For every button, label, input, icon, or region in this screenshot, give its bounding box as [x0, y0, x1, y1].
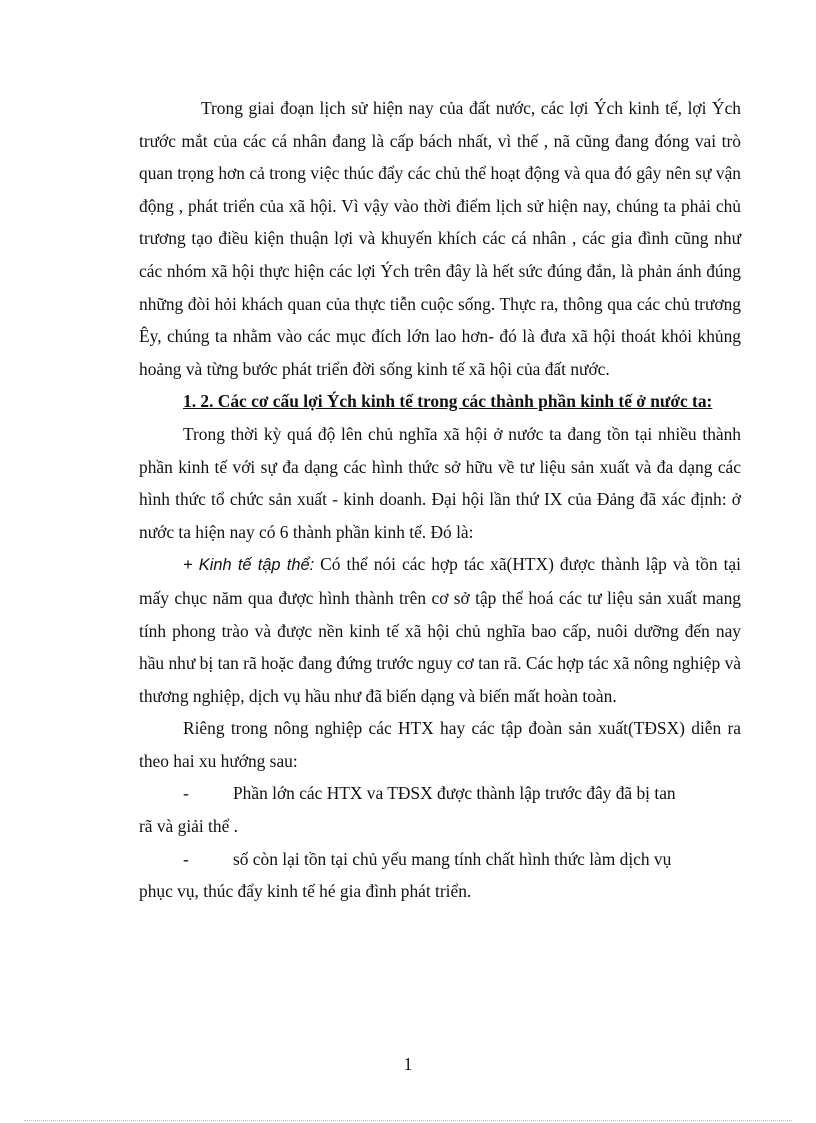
paragraph-agriculture: Riêng trong nông nghiệp các HTX hay các tập đoàn sản xuất(TĐSX) diễn ra theo hai xu hướng sau: [139, 718, 741, 771]
paragraph-intro: Trong giai đoạn lịch sử hiện nay của đất nước, các lợi Ých kinh tế, lợi Ých trước mắt của các cá nhân đang là cấp bách nhất, vì thế , nã cũng đang đóng vai trò quan trọng hơn cả trong việc thúc đẩy các chủ thể hoạt động và qua đó gây nên sự vận động , phát triển của xã hội. Vì vậy vào thời điểm lịch sử hiện nay, chúng ta phải chủ trương tạo điều kiện thuận lợi và khuyến khích các cá nhân , các gia đình cũng như các nhóm xã hội thực hiện các lợi Ých trên đây là hết sức đúng đắn, là phản ánh đúng những đòi hỏi khách quan của thực tiễn cuộc sống. Thực ra, thông qua các chủ trương Êy, chúng ta nhằm vào các mục đích lớn lao hơn- đó là đưa xã hội thoát khỏi khủng hoảng và từng bước phát triển đời sống kinh tế xã hội của đất nước. [139, 98, 741, 379]
bullet-dash: - [183, 848, 189, 869]
paragraph-economic-sectors: Trong thời kỳ quá độ lên chủ nghĩa xã hội ở nước ta đang tồn tại nhiều thành phần kinh tế với sự đa dạng các hình thức sở hữu về tư liệu sản xuất và đa dạng các hình thức tổ chức sản xuất - kinh doanh. Đại hội lần thứ IX của Đảng đã xác định: ở nước ta hiện nay có 6 thành phần kinh tế. Đó là: [139, 423, 741, 542]
collective-economy-text: Có thể nói các hợp tác xã(HTX) được thành lập và tồn tại mấy chục năm qua được hình thành trên cơ sở tập thể hoá các tư liệu sản xuất mang tính phong trào và được nền kinh tế xã hội chủ nghĩa bao cấp, nuôi dưỡng đến nay hầu như bị tan rã hoặc đang đứng trước nguy cơ tan rã. Các hợp tác xã nông nghiệp và thương nghiệp, dịch vụ hầu như đã biến dạng và biến mất hoàn toàn. [139, 554, 741, 706]
list-item-text: số còn lại tồn tại chủ yếu mang tính chất hình thức làm dịch vụ [233, 848, 672, 869]
collective-economy-label: + Kinh tế tập thể: [183, 556, 315, 575]
list-item [139, 843, 741, 876]
bullet-dash: - [183, 783, 189, 804]
list-item-continuation: rã và giải thể . [139, 816, 238, 837]
page-number: 1 [403, 1054, 413, 1074]
page-bottom-divider [24, 1120, 792, 1121]
paragraph-collective-economy [139, 548, 741, 712]
body-text [139, 92, 741, 908]
list-item [139, 777, 741, 810]
section-heading: 1. 2. Các cơ cấu lợi Ých kinh tế trong các thành phần kinh tế ở nước ta: [183, 391, 713, 412]
list-item-continuation: phục vụ, thúc đẩy kinh tế hé gia đình phát triển. [139, 881, 472, 902]
list-item-text: Phần lớn các HTX va TĐSX được thành lập trước đây đã bị tan [233, 783, 676, 804]
